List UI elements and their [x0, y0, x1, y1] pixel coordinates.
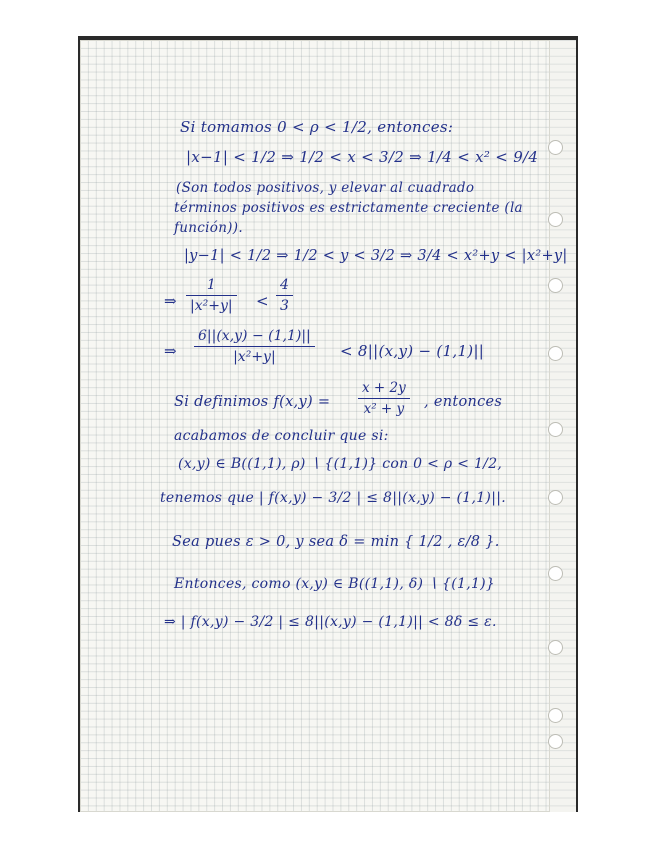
- implies-symbol: ⇒: [164, 292, 177, 310]
- binder-hole: [548, 566, 563, 581]
- handwritten-line-5: función)).: [174, 220, 243, 236]
- fraction-numerator: 4: [280, 277, 289, 293]
- handwritten-line-13: Sea pues ε > 0, y sea δ = min { 1/2 , ε/8 }.: [172, 534, 500, 550]
- fraction-reciprocal: [186, 277, 237, 314]
- binder-hole: [548, 212, 563, 227]
- handwritten-line-3: (Son todos positivos, y elevar al cuadrado: [176, 180, 475, 196]
- handwritten-line-14: Entonces, como (x,y) ∈ B((1,1), δ) ∖ {(1,1)}: [174, 576, 496, 592]
- fraction-denominator: |x²+y|: [190, 298, 233, 314]
- binder-hole: [548, 278, 563, 293]
- fraction-four-thirds: [276, 277, 293, 314]
- handwritten-line-6: |y−1| < 1/2 ⇒ 1/2 < y < 3/2 ⇒ 3/4 < x²+y < |x²+y|: [184, 248, 568, 264]
- handwritten-line-1: Si tomamos 0 < ρ < 1/2, entonces:: [180, 118, 454, 136]
- binder-hole: [548, 734, 563, 749]
- fraction-numerator: 1: [206, 277, 216, 293]
- binder-hole: [548, 346, 563, 361]
- handwritten-line-4: términos positivos es estrictamente creciente (la: [174, 200, 523, 216]
- handwritten-line-2: |x−1| < 1/2 ⇒ 1/2 < x < 3/2 ⇒ 1/4 < x² < 9/4: [186, 148, 539, 166]
- handwritten-line-15: ⇒ | f(x,y) − 3/2 | ≤ 8||(x,y) − (1,1)|| < 8δ ≤ ε.: [164, 614, 497, 630]
- fraction-denominator: 3: [280, 298, 289, 314]
- binder-hole: [548, 422, 563, 437]
- binder-hole: [548, 140, 563, 155]
- fraction-function: [358, 380, 410, 417]
- fraction-numerator: x + 2y: [362, 380, 406, 396]
- handwritten-line-11: (x,y) ∈ B((1,1), ρ) ∖ {(1,1)} con 0 < ρ < 1/2,: [178, 456, 503, 472]
- handwritten-line-8-rhs: < 8||(x,y) − (1,1)||: [340, 342, 485, 360]
- binder-hole: [548, 640, 563, 655]
- fraction-denominator: x² + y: [363, 401, 405, 417]
- implies-symbol: ⇒: [164, 342, 177, 360]
- handwritten-line-9-suffix: , entonces: [424, 394, 503, 410]
- binder-hole: [548, 708, 563, 723]
- binder-hole: [548, 490, 563, 505]
- handwritten-line-12: tenemos que | f(x,y) − 3/2 | ≤ 8||(x,y) − (1,1)||.: [160, 490, 506, 506]
- handwritten-line-9: Si definimos f(x,y) =: [174, 394, 331, 410]
- fraction-denominator: |x²+y|: [233, 349, 276, 365]
- fraction-numerator: 6||(x,y) − (1,1)||: [198, 328, 311, 344]
- handwritten-line-10: acabamos de concluir que si:: [174, 428, 389, 444]
- less-than-symbol: <: [256, 292, 269, 310]
- fraction-bound: [194, 328, 315, 365]
